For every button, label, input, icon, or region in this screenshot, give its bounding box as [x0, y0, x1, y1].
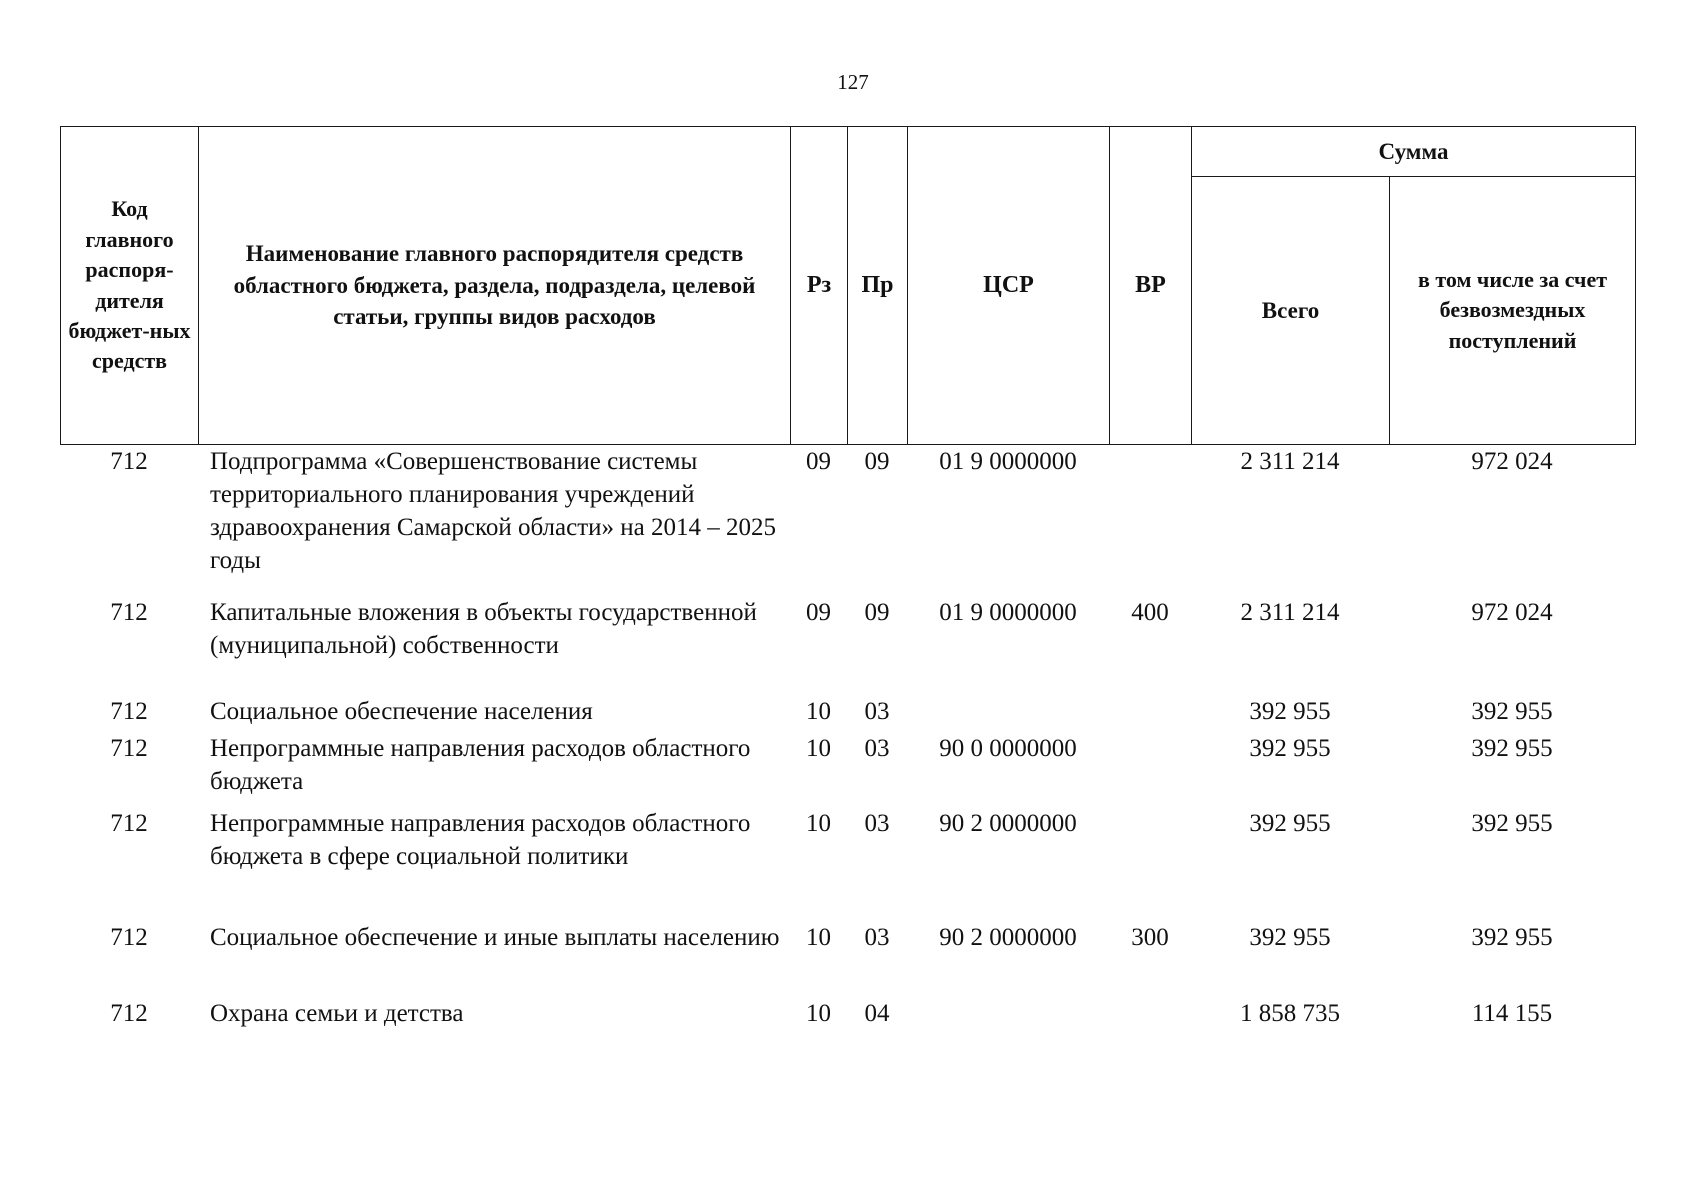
cell-pr: 03 — [864, 810, 890, 837]
cell-pr: 09 — [864, 448, 890, 475]
cell-free: 392 955 — [1471, 924, 1553, 951]
cell-vr — [1109, 732, 1191, 807]
cell-csr — [907, 997, 1109, 1037]
cell-rz: 10 — [806, 1000, 831, 1027]
cell-vr — [1109, 997, 1191, 1037]
cell-total: 392 955 — [1249, 735, 1331, 762]
cell-name: Непрограммные направления расходов областного бюджета в сфере социальной политики — [210, 810, 751, 870]
cell-free: 972 024 — [1471, 599, 1553, 626]
cell-pr: 09 — [864, 599, 890, 626]
cell-rz: 10 — [806, 810, 831, 837]
cell-csr: 01 9 0000000 — [939, 599, 1077, 626]
cell-rz: 10 — [806, 698, 831, 725]
table-row — [60, 997, 1635, 1037]
cell-pr: 03 — [864, 735, 890, 762]
header-code: Код главного распоря-дителя бюджет-ных средств — [61, 127, 199, 445]
table-row — [60, 807, 1635, 921]
header-incl-free: в том числе за счет безвозмездных поступлений — [1390, 177, 1636, 445]
cell-rz: 10 — [806, 735, 831, 762]
cell-code: 712 — [110, 735, 148, 762]
table-body — [60, 445, 1635, 1037]
cell-total: 2 311 214 — [1240, 599, 1340, 626]
header-pr: Пр — [848, 127, 908, 445]
header-vr: ВР — [1110, 127, 1192, 445]
page-number: 127 — [837, 70, 869, 94]
cell-csr: 01 9 0000000 — [939, 448, 1077, 475]
cell-total: 1 858 735 — [1240, 1000, 1340, 1027]
table-row — [60, 445, 1635, 596]
table-row — [60, 921, 1635, 997]
table-row — [60, 732, 1635, 807]
cell-total: 392 955 — [1249, 698, 1331, 725]
table-row — [60, 596, 1635, 695]
cell-vr — [1109, 807, 1191, 921]
cell-free: 972 024 — [1471, 448, 1553, 475]
cell-name: Социальное обеспечение населения — [210, 698, 593, 725]
table-row — [60, 695, 1635, 732]
header-rz: Рз — [791, 127, 848, 445]
cell-pr: 04 — [864, 1000, 890, 1027]
cell-csr — [907, 695, 1109, 732]
cell-total: 392 955 — [1249, 924, 1331, 951]
cell-free: 392 955 — [1471, 735, 1553, 762]
cell-rz: 09 — [806, 599, 831, 626]
cell-pr: 03 — [864, 924, 890, 951]
cell-name: Охрана семьи и детства — [210, 1000, 464, 1027]
cell-free: 392 955 — [1471, 810, 1553, 837]
cell-vr: 400 — [1131, 599, 1169, 626]
cell-vr — [1109, 445, 1191, 596]
cell-csr: 90 2 0000000 — [939, 924, 1077, 951]
cell-name: Социальное обеспечение и иные выплаты населению — [210, 924, 780, 951]
cell-csr: 90 0 0000000 — [939, 735, 1077, 762]
cell-name: Капитальные вложения в объекты государственной (муниципальной) собственности — [210, 599, 757, 659]
cell-pr: 03 — [864, 698, 890, 725]
cell-rz: 09 — [806, 448, 831, 475]
cell-csr: 90 2 0000000 — [939, 810, 1077, 837]
cell-vr: 300 — [1131, 924, 1169, 951]
cell-code: 712 — [110, 810, 148, 837]
cell-code: 712 — [110, 698, 148, 725]
cell-name: Подпрограмма «Совершенствование системы территориального планирования учреждений здравоохранения Самарской области» на 2014 – 2025 годы — [210, 448, 776, 574]
header-csr: ЦСР — [908, 127, 1110, 445]
cell-free: 392 955 — [1471, 698, 1553, 725]
table-header — [60, 126, 1636, 445]
cell-total: 392 955 — [1249, 810, 1331, 837]
header-name: Наименование главного распорядителя средств областного бюджета, раздела, подраздела, целевой статьи, группы видов расходов — [199, 127, 791, 445]
cell-total: 2 311 214 — [1240, 448, 1340, 475]
cell-code: 712 — [110, 448, 148, 475]
cell-vr — [1109, 695, 1191, 732]
cell-rz: 10 — [806, 924, 831, 951]
cell-code: 712 — [110, 599, 148, 626]
cell-name: Непрограммные направления расходов областного бюджета — [210, 735, 751, 795]
cell-code: 712 — [110, 924, 148, 951]
header-sum: Сумма — [1192, 127, 1636, 177]
cell-code: 712 — [110, 1000, 148, 1027]
header-total: Всего — [1192, 177, 1390, 445]
cell-free: 114 155 — [1471, 1000, 1553, 1027]
